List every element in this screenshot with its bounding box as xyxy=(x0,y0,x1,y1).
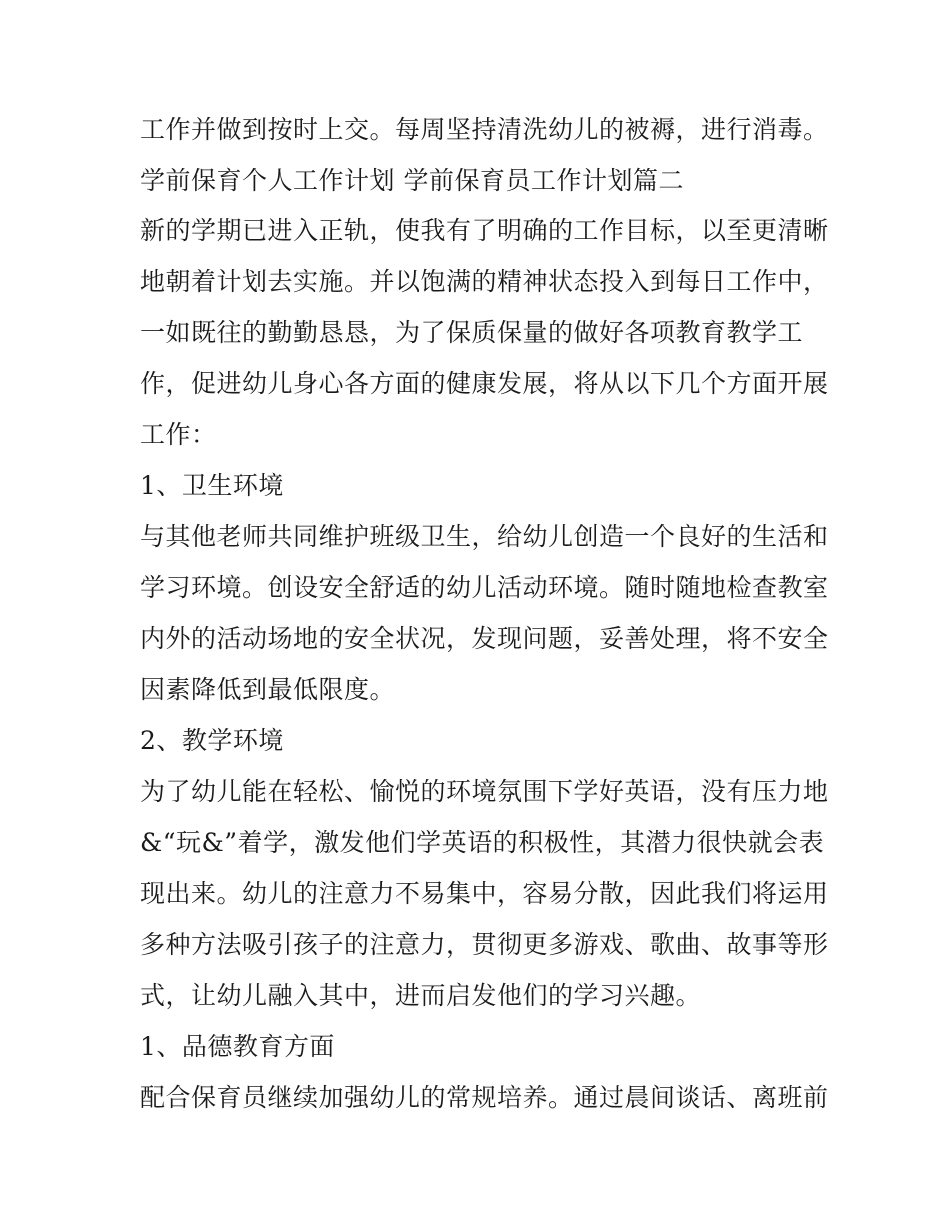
text-line: 新的学期已进入正轨，使我有了明确的工作目标，以至更清晰 xyxy=(140,216,829,245)
text-line: 式，让幼儿融入其中，进而启发他们的学习兴趣。 xyxy=(140,981,702,1010)
text-line: 现出来。幼儿的注意力不易集中，容易分散，因此我们将运用 xyxy=(140,879,829,908)
text-line: 作，促进幼儿身心各方面的健康发展，将从以下几个方面开展 xyxy=(140,369,829,398)
subheading-moral: 1、品德教育方面 xyxy=(140,1032,335,1061)
text-line: 因素降低到最低限度。 xyxy=(140,675,396,704)
text-line: &“玩&”着学，激发他们学英语的积极性，其潜力很快就会表 xyxy=(140,828,825,857)
text-line: 内外的活动场地的安全状况，发现问题，妥善处理，将不安全 xyxy=(140,624,829,653)
text-line: 与其他老师共同维护班级卫生，给幼儿创造一个良好的生活和 xyxy=(140,522,829,551)
text-line: 工作： xyxy=(140,420,217,449)
text-line: 配合保育员继续加强幼儿的常规培养。通过晨间谈话、离班前 xyxy=(140,1083,829,1112)
text-line: 多种方法吸引孩子的注意力，贯彻更多游戏、歌曲、故事等形 xyxy=(140,930,829,959)
subheading-hygiene: 1、卫生环境 xyxy=(140,471,284,500)
text-line: 为了幼儿能在轻松、愉悦的环境氛围下学好英语，没有压力地 xyxy=(140,777,829,806)
text-line: 一如既往的勤勤恳恳，为了保质保量的做好各项教育教学工 xyxy=(140,318,804,347)
subheading-teaching: 2、教学环境 xyxy=(140,726,284,755)
text-line: 地朝着计划去实施。并以饱满的精神状态投入到每日工作中， xyxy=(140,267,829,296)
text-line: 工作并做到按时上交。每周坚持清洗幼儿的被褥，进行消毒。 xyxy=(140,115,829,144)
text-line: 学习环境。创设安全舒适的幼儿活动环境。随时随地检查教室 xyxy=(140,573,829,602)
section-heading: 学前保育个人工作计划 学前保育员工作计划篇二 xyxy=(140,166,684,195)
